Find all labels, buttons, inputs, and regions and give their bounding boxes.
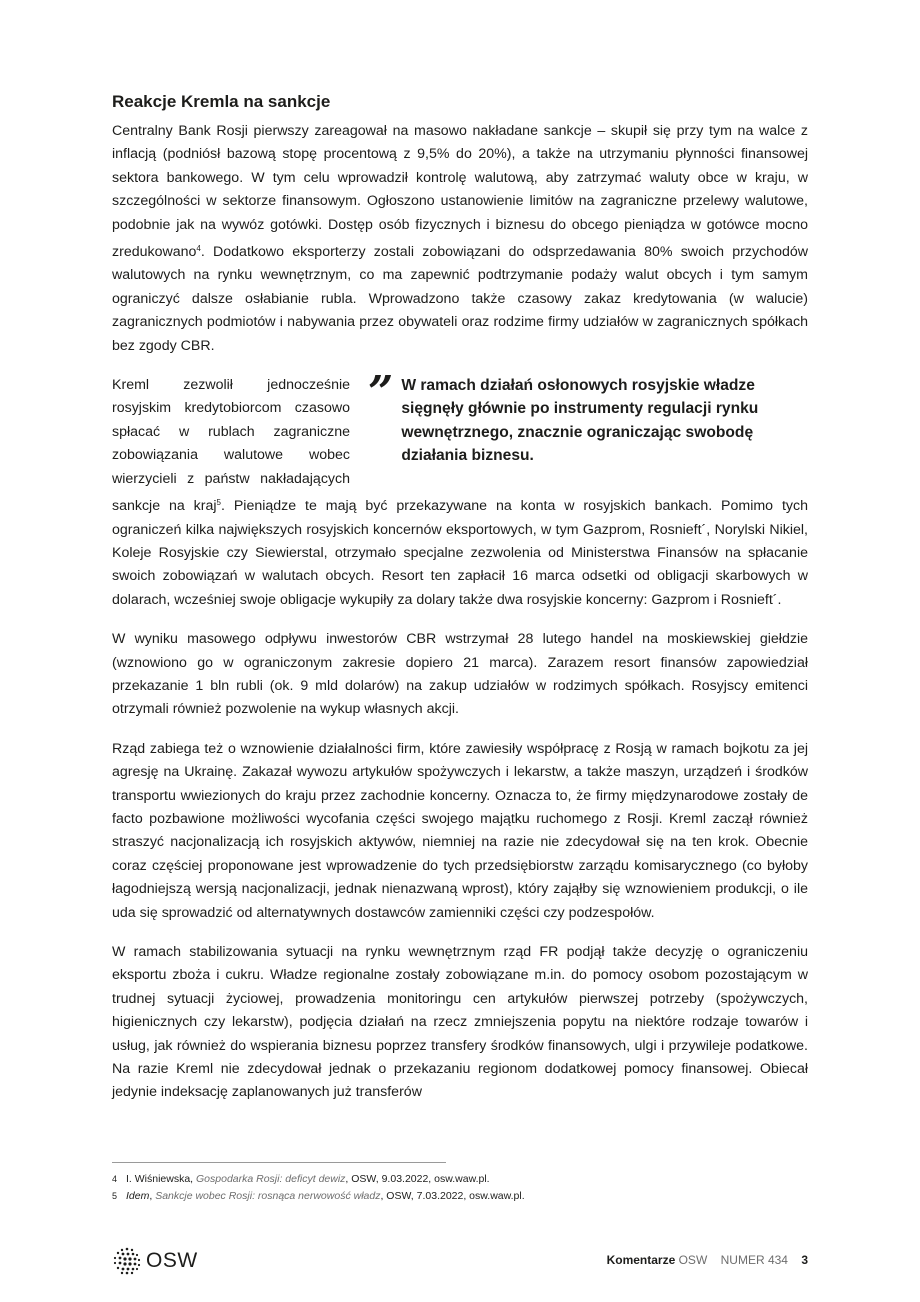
- logo-text: OSW: [146, 1249, 198, 1272]
- section-heading: Reakcje Kremla na sankcje: [112, 92, 331, 111]
- osw-logo[interactable]: [112, 1246, 198, 1276]
- pull-quote-text: W ramach działań osłonowych rosyjskie władze sięgnęły głównie po instrumenty regulacji rynku wewnętrznego, znacznie ograniczając swobodę działania biznesu.: [401, 377, 759, 465]
- paragraph-2-cont: . Pieniądze te mają być przekazywane na konta w rosyjskich bankach. Pomimo tych ograniczeń kilka największych rosyjskich koncernów eksportowych, w tym Gazprom, Rosnieft´, Norylski Nikiel, Koleje Rosyjskie czy Siewierstal, otrzymało specjalne zezwolenia od Ministerstwa Finansów na spłacanie swoich zobowiązań w walutach obcych. Resort ten zapłacił 16 marca odsetki od obligacji skarbowych w dolarach, wcześniej swoje obligacje wykupiły za dolary także dwa rosyjskie koncerny: Gazprom i Rosnieft´.: [112, 498, 808, 608]
- footnote-5: [112, 1188, 808, 1205]
- quote-wrapper: [112, 367, 808, 612]
- footnote-separator: ,: [149, 1190, 156, 1202]
- issue-number: NUMER 434: [720, 1253, 788, 1267]
- paragraph-3: W wyniku masowego odpływu inwestorów CBR wstrzymał 28 lutego handel na moskiewskiej giełdzie (wznowiono go w ograniczonym zakresie dopiero 21 marca). Zarazem resort finansów zapowiedział przekazanie 1 bln rubli (ok. 9 mld dolarów) na zakup udziałów w rodzimych spółkach. Rosyjscy emitenci otrzymali również pozwolenie na wykup własnych akcji.: [112, 631, 808, 718]
- footnote-number: 4: [112, 1174, 118, 1184]
- globe-dots-icon: [112, 1246, 142, 1276]
- footnote-title-link[interactable]: Gospodarka Rosji: deficyt dewiz: [196, 1173, 346, 1185]
- footnote-source: , OSW, 7.03.2022, osw.waw.pl.: [380, 1190, 525, 1202]
- paragraph-1-cont: . Dodatkowo eksporterzy zostali zobowiązani do odsprzedawania 80% swoich przychodów walutowych na rynku wewnętrznym, co ma zapewnić podtrzymanie podaży walut obcych i tym samym ograniczyć dalsze osłabianie rubla. Wprowadzono także czasowy zakaz kredytowania (w walucie) zagranicznych podmiotów i nabywania przez obywateli oraz rodzime firmy udziałów w zagranicznych spółkach bez zgody CBR.: [112, 244, 808, 354]
- footnote-ref-5[interactable]: 5: [216, 498, 221, 508]
- footer-meta: [607, 1253, 808, 1267]
- series-org: OSW: [675, 1253, 708, 1267]
- series-name: Komentarze: [606, 1253, 676, 1267]
- footnote-author: I. Wiśniewska,: [126, 1173, 197, 1185]
- quote-mark-icon: ”: [368, 367, 394, 419]
- footnote-title-link[interactable]: Sankcje wobec Rosji: rosnąca nerwowość władz: [155, 1190, 381, 1202]
- footnotes: [112, 1162, 808, 1205]
- footnote-number: 5: [112, 1191, 118, 1201]
- paragraph-1-text: Centralny Bank Rosji pierwszy zareagował na masowo nakładane sankcje – skupił się przy tym na walce z inflacją (podniósł bazową stopę procentową z 9,5% do 20%), a także na utrzymaniu płynności finansowej sektora bankowego. W tym celu wprowadził kontrolę walutową, aby zatrzymać waluty obce w kraju, w szczególności w sektorze finansowym. Ogłoszono ustanowienie limitów na zagraniczne przelewy walutowe, podobnie jak na wywóz gotówki. Dostęp osób fizycznych i biznesu do obcego pieniądza w gotówce mocno zredukowano: [112, 123, 808, 261]
- footnote-divider: [112, 1162, 446, 1163]
- paragraph-5: W ramach stabilizowania sytuacji na rynku wewnętrznym rząd FR podjął także decyzję o ograniczeniu eksportu zboża i cukru. Władze regionalne zostały zobowiązane m.in. do pomocy osobom pozostającym w trudnej sytuacji życiowej, prowadzenia monitoringu cen artykułów pierwszej potrzeby (spożywczych, higienicznych czy lekarstw), podjęcia działań na rzecz zmniejszenia popytu na niektóre rodzaje towarów i usług, jak również do wspierania biznesu poprzez transfery środków finansowych, ulgi i przywileje podatkowe. Na razie Kreml nie zdecydował jednak o przekazaniu regionom dodatkowej pomocy finansowej. Obiecał jedynie indeksację zaplanowanych już transferów: [112, 944, 808, 1101]
- paragraph-4: Rząd zabiega też o wznowienie działalności firm, które zawiesiły współpracę z Rosją w ramach bojkotu za jej agresję na Ukrainę. Zakazał wywozu artykułów spożywczych i lekarstw, a także maszyn, urządzeń i środków transportu wwiezionych do kraju przez zachodnie koncerny. Oznacza to, że firmy międzynarodowe zostały de facto pozbawione możliwości wycofania części swojego majątku ruchomego z Rosji. Kreml zaczął również straszyć nacjonalizacją ich rosyjskich aktywów, niemniej na razie nie zdecydował się na ten krok. Obecnie coraz częściej proponowane jest wprowadzenie do tych przedsiębiorstw zarządu komisarycznego (co byłoby łagodniejszą wersją nacjonalizacji, jednak nienazwaną wprost), który zająłby się wznowieniem produkcji, o ile uda się sprowadzić od alternatywnych dostawców zamienniki części czy podzespołów.: [112, 740, 808, 921]
- footnote-source: , OSW, 9.03.2022, osw.waw.pl.: [345, 1173, 490, 1185]
- paragraph-2-text: Kreml zezwolił jednocześnie rosyjskim kredytobiorcom czasowo spłacać w rublach zagraniczne zobowiązania walutowe wobec wierzycieli z państw nakładających sankcje na kraj: [112, 377, 350, 515]
- page-number: 3: [801, 1253, 808, 1267]
- pull-quote: [368, 367, 808, 468]
- footnote-author: Idem: [126, 1190, 150, 1202]
- page-footer: [112, 1246, 808, 1276]
- footnote-ref-4[interactable]: 4: [196, 244, 201, 254]
- footnote-4: [112, 1171, 808, 1188]
- article-body: [112, 92, 808, 1121]
- paragraph-1: [112, 120, 808, 358]
